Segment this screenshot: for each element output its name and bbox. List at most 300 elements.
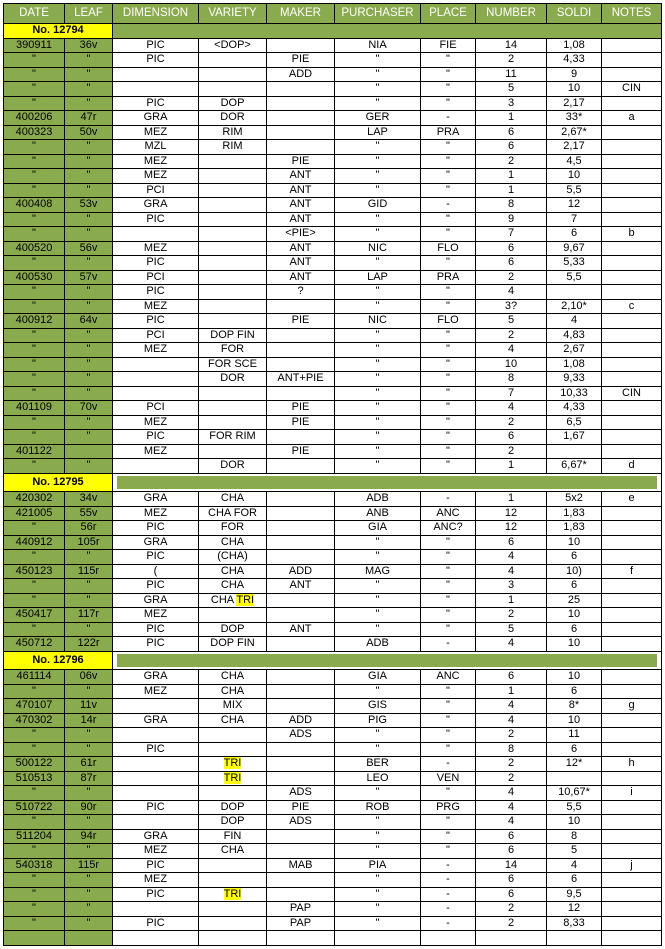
- cell-soldi: 9: [547, 67, 602, 82]
- cell-notes: [602, 96, 662, 111]
- cell-maker: [267, 608, 335, 623]
- cell-variety: [199, 299, 267, 314]
- cell-notes: [602, 829, 662, 844]
- cell-soldi: 4,5: [547, 154, 602, 169]
- cell-purchaser: ": [335, 82, 421, 97]
- cell-leaf: ": [65, 67, 113, 82]
- cell-soldi: 6: [547, 579, 602, 594]
- cell-leaf: ": [65, 183, 113, 198]
- cell-number: 6: [476, 125, 547, 140]
- cell-date: 470302: [4, 713, 65, 728]
- highlighted-text: TRI: [223, 757, 242, 770]
- cell-date: ": [4, 96, 65, 111]
- cell-place: ": [421, 459, 476, 474]
- cell-place: ": [421, 786, 476, 801]
- cell-purchaser: GID: [335, 198, 421, 213]
- cell-date: 540318: [4, 858, 65, 873]
- cell-date: 420302: [4, 492, 65, 507]
- cell-number: 8: [476, 372, 547, 387]
- table-row: [4, 608, 662, 623]
- cell-soldi: 2,67: [547, 343, 602, 358]
- cell-variety: DOP FIN: [199, 328, 267, 343]
- col-date-header: DATE: [4, 4, 65, 24]
- cell-date: ": [4, 430, 65, 445]
- cell-purchaser: ": [335, 299, 421, 314]
- cell-variety: [199, 314, 267, 329]
- cell-leaf: 34v: [65, 492, 113, 507]
- cell-soldi: 10,33: [547, 386, 602, 401]
- cell-soldi: 25: [547, 593, 602, 608]
- cell-purchaser: ": [335, 593, 421, 608]
- cell-date: ": [4, 550, 65, 565]
- cell-purchaser: ROB: [335, 800, 421, 815]
- cell-date: ": [4, 684, 65, 699]
- cell-place: ": [421, 183, 476, 198]
- cell-leaf: ": [65, 372, 113, 387]
- cell-purchaser: ": [335, 728, 421, 743]
- cell-dimension: [113, 699, 199, 714]
- table-row: [4, 299, 662, 314]
- cell-maker: [267, 125, 335, 140]
- cell-variety: [199, 771, 267, 786]
- cell-purchaser: ": [335, 815, 421, 830]
- cell-number: 4: [476, 285, 547, 300]
- cell-leaf: ": [65, 328, 113, 343]
- cell-leaf: 53v: [65, 198, 113, 213]
- cell-notes: g: [602, 699, 662, 714]
- cell-place: ": [421, 343, 476, 358]
- col-soldi-header: SOLDI: [547, 4, 602, 24]
- cell-place: FLO: [421, 241, 476, 256]
- cell-leaf: 14r: [65, 713, 113, 728]
- cell-date: 511204: [4, 829, 65, 844]
- cell-maker: [267, 38, 335, 53]
- cell-variety: [199, 858, 267, 873]
- cell-dimension: PIC: [113, 430, 199, 445]
- cell-place: ": [421, 430, 476, 445]
- section-bar: [113, 651, 662, 670]
- cell-purchaser: ": [335, 608, 421, 623]
- cell-leaf: 115r: [65, 564, 113, 579]
- cell-variety: [199, 401, 267, 416]
- cell-dimension: PIC: [113, 858, 199, 873]
- cell-maker: [267, 111, 335, 126]
- cell-leaf: ": [65, 684, 113, 699]
- table-row: [4, 256, 662, 271]
- cell-purchaser: ": [335, 622, 421, 637]
- cell-soldi: 12: [547, 198, 602, 213]
- cell-purchaser: [335, 931, 421, 946]
- cell-place: [421, 931, 476, 946]
- cell-variety: FIN: [199, 829, 267, 844]
- cell-maker: ANT: [267, 169, 335, 184]
- table-row: [4, 227, 662, 242]
- cell-maker: [267, 550, 335, 565]
- cell-dimension: [113, 227, 199, 242]
- cell-leaf: ": [65, 815, 113, 830]
- cell-place: ANC: [421, 506, 476, 521]
- cell-soldi: 1,83: [547, 506, 602, 521]
- cell-number: 5: [476, 82, 547, 97]
- cell-variety: FOR: [199, 343, 267, 358]
- cell-leaf: 64v: [65, 314, 113, 329]
- table-row: [4, 742, 662, 757]
- cell-place: ": [421, 372, 476, 387]
- cell-leaf: ": [65, 728, 113, 743]
- cell-dimension: [113, 82, 199, 97]
- cell-leaf: 117r: [65, 608, 113, 623]
- cell-number: 1: [476, 684, 547, 699]
- table-row: [4, 198, 662, 213]
- cell-number: 7: [476, 227, 547, 242]
- cell-soldi: 5,5: [547, 270, 602, 285]
- section-header-row: [4, 473, 662, 492]
- cell-place: ": [421, 82, 476, 97]
- cell-notes: [602, 608, 662, 623]
- table-row: [4, 401, 662, 416]
- cell-soldi: 5,5: [547, 183, 602, 198]
- cell-dimension: [113, 459, 199, 474]
- cell-soldi: 6: [547, 742, 602, 757]
- cell-leaf: ": [65, 550, 113, 565]
- cell-variety: DOP: [199, 622, 267, 637]
- cell-number: 2: [476, 757, 547, 772]
- cell-dimension: MEZ: [113, 873, 199, 888]
- cell-dimension: [113, 728, 199, 743]
- cell-soldi: 5,33: [547, 256, 602, 271]
- cell-soldi: 5: [547, 844, 602, 859]
- cell-soldi: 12*: [547, 757, 602, 772]
- cell-variety: CHA: [199, 535, 267, 550]
- cell-date: 450417: [4, 608, 65, 623]
- cell-place: ": [421, 328, 476, 343]
- cell-leaf: ": [65, 902, 113, 917]
- table-row: [4, 53, 662, 68]
- cell-notes: [602, 67, 662, 82]
- cell-leaf: 56r: [65, 521, 113, 536]
- cell-soldi: 1,67: [547, 430, 602, 445]
- cell-number: 1: [476, 492, 547, 507]
- cell-leaf: ": [65, 154, 113, 169]
- cell-number: 9: [476, 212, 547, 227]
- cell-date: ": [4, 459, 65, 474]
- cell-notes: [602, 931, 662, 946]
- cell-number: 4: [476, 343, 547, 358]
- cell-dimension: PIC: [113, 256, 199, 271]
- cell-number: 8: [476, 198, 547, 213]
- cell-notes: [602, 521, 662, 536]
- cell-dimension: MEZ: [113, 169, 199, 184]
- cell-maker: [267, 506, 335, 521]
- cell-leaf: 56v: [65, 241, 113, 256]
- cell-notes: [602, 637, 662, 652]
- cell-dimension: PIC: [113, 579, 199, 594]
- cell-dimension: PCI: [113, 328, 199, 343]
- cell-soldi: 1,08: [547, 38, 602, 53]
- cell-notes: [602, 140, 662, 155]
- cell-notes: [602, 916, 662, 931]
- cell-leaf: ": [65, 844, 113, 859]
- header-row: [4, 4, 662, 24]
- cell-dimension: MEZ: [113, 444, 199, 459]
- cell-purchaser: ": [335, 227, 421, 242]
- cell-dimension: PCI: [113, 183, 199, 198]
- cell-dimension: MEZ: [113, 299, 199, 314]
- cell-variety: [199, 285, 267, 300]
- cell-place: ": [421, 829, 476, 844]
- cell-number: 1: [476, 183, 547, 198]
- cell-number: 2: [476, 415, 547, 430]
- cell-purchaser: MAG: [335, 564, 421, 579]
- cell-variety: FOR RIM: [199, 430, 267, 445]
- cell-place: -: [421, 198, 476, 213]
- cell-number: 4: [476, 815, 547, 830]
- cell-dimension: GRA: [113, 829, 199, 844]
- cell-soldi: 6: [547, 227, 602, 242]
- cell-notes: j: [602, 858, 662, 873]
- cell-place: ": [421, 67, 476, 82]
- cell-purchaser: LAP: [335, 125, 421, 140]
- table-row: [4, 212, 662, 227]
- cell-dimension: PIC: [113, 212, 199, 227]
- cell-place: ": [421, 844, 476, 859]
- cell-soldi: 10): [547, 564, 602, 579]
- cell-number: 4: [476, 550, 547, 565]
- cell-dimension: PCI: [113, 401, 199, 416]
- cell-variety: [199, 212, 267, 227]
- cell-soldi: 6: [547, 622, 602, 637]
- cell-number: 6: [476, 256, 547, 271]
- cell-date: ": [4, 844, 65, 859]
- table-row: [4, 506, 662, 521]
- cell-place: -: [421, 858, 476, 873]
- cell-place: ": [421, 550, 476, 565]
- cell-maker: [267, 931, 335, 946]
- cell-soldi: 33*: [547, 111, 602, 126]
- cell-date: ": [4, 372, 65, 387]
- cell-number: 6: [476, 241, 547, 256]
- cell-maker: [267, 593, 335, 608]
- table-row: [4, 564, 662, 579]
- table-row: [4, 430, 662, 445]
- cell-date: 400323: [4, 125, 65, 140]
- cell-place: -: [421, 902, 476, 917]
- cell-variety: FOR: [199, 521, 267, 536]
- cell-soldi: 10: [547, 535, 602, 550]
- table-row: [4, 593, 662, 608]
- cell-notes: [602, 535, 662, 550]
- cell-maker: [267, 742, 335, 757]
- cell-maker: [267, 82, 335, 97]
- cell-purchaser: LAP: [335, 270, 421, 285]
- table-row: [4, 535, 662, 550]
- cell-maker: PIE: [267, 154, 335, 169]
- cell-variety: [199, 728, 267, 743]
- cell-maker: ANT: [267, 622, 335, 637]
- table-row: [4, 699, 662, 714]
- cell-date: 400530: [4, 270, 65, 285]
- cell-soldi: 6: [547, 550, 602, 565]
- table-row: [4, 873, 662, 888]
- cell-variety: [199, 256, 267, 271]
- cell-number: 5: [476, 622, 547, 637]
- cell-soldi: 2,17: [547, 140, 602, 155]
- cell-number: 1: [476, 111, 547, 126]
- cell-purchaser: ": [335, 67, 421, 82]
- cell-notes: [602, 198, 662, 213]
- cell-purchaser: GER: [335, 111, 421, 126]
- cell-maker: ANT: [267, 579, 335, 594]
- cell-maker: MAB: [267, 858, 335, 873]
- cell-soldi: 12: [547, 902, 602, 917]
- cell-dimension: PIC: [113, 38, 199, 53]
- cell-leaf: ": [65, 430, 113, 445]
- cell-date: 401122: [4, 444, 65, 459]
- cell-maker: PIE: [267, 314, 335, 329]
- cell-maker: PIE: [267, 800, 335, 815]
- cell-date: 400206: [4, 111, 65, 126]
- cell-dimension: MEZ: [113, 241, 199, 256]
- cell-date: ": [4, 227, 65, 242]
- cell-maker: PIE: [267, 401, 335, 416]
- cell-number: [476, 931, 547, 946]
- cell-purchaser: PIG: [335, 713, 421, 728]
- cell-place: ": [421, 742, 476, 757]
- cell-maker: [267, 829, 335, 844]
- cell-leaf: ": [65, 386, 113, 401]
- cell-soldi: 1,08: [547, 357, 602, 372]
- cell-number: 6: [476, 670, 547, 685]
- cell-variety: [199, 241, 267, 256]
- cell-notes: [602, 579, 662, 594]
- table-row: [4, 111, 662, 126]
- cell-dimension: PIC: [113, 887, 199, 902]
- cell-leaf: 90r: [65, 800, 113, 815]
- cell-date: ": [4, 902, 65, 917]
- cell-variety: [199, 169, 267, 184]
- cell-leaf: ": [65, 212, 113, 227]
- cell-purchaser: ": [335, 415, 421, 430]
- cell-place: PRA: [421, 125, 476, 140]
- cell-notes: f: [602, 564, 662, 579]
- cell-number: 14: [476, 38, 547, 53]
- cell-place: -: [421, 757, 476, 772]
- cell-purchaser: LEO: [335, 771, 421, 786]
- cell-purchaser: ": [335, 183, 421, 198]
- cell-leaf: ": [65, 53, 113, 68]
- cell-purchaser: ": [335, 579, 421, 594]
- cell-variety: DOR: [199, 111, 267, 126]
- table-row: [4, 771, 662, 786]
- cell-place: ANC: [421, 670, 476, 685]
- cell-dimension: PCI: [113, 270, 199, 285]
- cell-soldi: 10: [547, 815, 602, 830]
- cell-leaf: ": [65, 742, 113, 757]
- table-row: [4, 285, 662, 300]
- cell-variety: [199, 444, 267, 459]
- cell-number: 8: [476, 742, 547, 757]
- cell-notes: [602, 887, 662, 902]
- cell-notes: [602, 815, 662, 830]
- cell-number: 2: [476, 608, 547, 623]
- cell-date: ": [4, 212, 65, 227]
- cell-number: 2: [476, 154, 547, 169]
- col-purchaser-header: PURCHASER: [335, 4, 421, 24]
- cell-date: 401109: [4, 401, 65, 416]
- cell-date: [4, 931, 65, 946]
- cell-variety: CHA TRI: [199, 593, 267, 608]
- table-row: [4, 521, 662, 536]
- cell-number: 4: [476, 713, 547, 728]
- cell-notes: [602, 684, 662, 699]
- cell-leaf: 50v: [65, 125, 113, 140]
- cell-place: ": [421, 593, 476, 608]
- section-label: No. 12794: [4, 24, 113, 39]
- cell-dimension: PIC: [113, 53, 199, 68]
- cell-purchaser: ": [335, 430, 421, 445]
- cell-leaf: 94r: [65, 829, 113, 844]
- cell-number: 6: [476, 873, 547, 888]
- cell-number: 10: [476, 357, 547, 372]
- cell-maker: ANT: [267, 270, 335, 285]
- cell-variety: MIX: [199, 699, 267, 714]
- cell-leaf: 61r: [65, 757, 113, 772]
- cell-place: ": [421, 96, 476, 111]
- cell-date: ": [4, 622, 65, 637]
- cell-leaf: 122r: [65, 637, 113, 652]
- cell-notes: [602, 593, 662, 608]
- cell-notes: [602, 357, 662, 372]
- cell-variety: [199, 154, 267, 169]
- cell-purchaser: ": [335, 357, 421, 372]
- cell-number: 2: [476, 916, 547, 931]
- cell-date: 500122: [4, 757, 65, 772]
- highlighted-text: TRI: [236, 593, 255, 606]
- table-row: [4, 38, 662, 53]
- cell-purchaser: ": [335, 328, 421, 343]
- table-row: [4, 844, 662, 859]
- cell-dimension: [113, 67, 199, 82]
- cell-notes: [602, 125, 662, 140]
- col-place-header: PLACE: [421, 4, 476, 24]
- cell-purchaser: ": [335, 256, 421, 271]
- cell-leaf: ": [65, 357, 113, 372]
- cell-date: 450712: [4, 637, 65, 652]
- cell-variety: CHA: [199, 713, 267, 728]
- cell-dimension: [113, 931, 199, 946]
- cell-purchaser: BER: [335, 757, 421, 772]
- cell-place: ": [421, 608, 476, 623]
- cell-place: -: [421, 873, 476, 888]
- cell-notes: [602, 415, 662, 430]
- cell-maker: PIE: [267, 444, 335, 459]
- table-row: [4, 270, 662, 285]
- cell-variety: [199, 82, 267, 97]
- cell-soldi: 1,83: [547, 521, 602, 536]
- cell-soldi: 4,33: [547, 401, 602, 416]
- cell-leaf: 115r: [65, 858, 113, 873]
- cell-purchaser: GIA: [335, 670, 421, 685]
- cell-number: 6: [476, 535, 547, 550]
- cell-soldi: 7: [547, 212, 602, 227]
- cell-variety: [199, 386, 267, 401]
- cell-purchaser: PIA: [335, 858, 421, 873]
- cell-dimension: [113, 757, 199, 772]
- cell-dimension: MEZ: [113, 125, 199, 140]
- cell-notes: [602, 154, 662, 169]
- cell-notes: [602, 328, 662, 343]
- cell-maker: [267, 343, 335, 358]
